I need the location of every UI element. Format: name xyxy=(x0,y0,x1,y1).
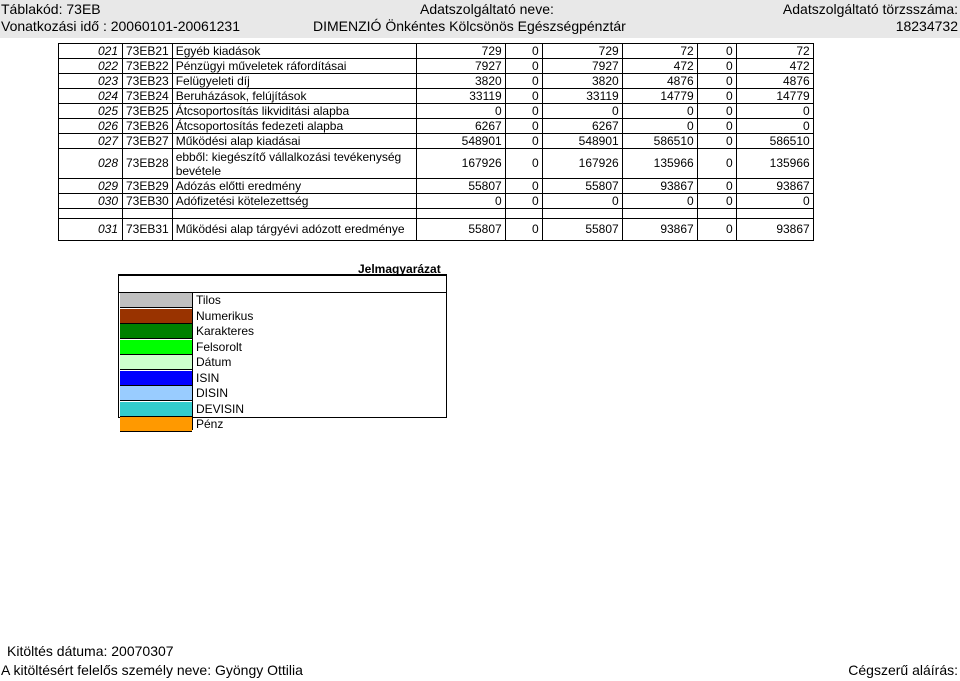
table-row xyxy=(59,104,814,119)
legend-label: Felsorolt xyxy=(196,339,243,354)
row-value: 0 xyxy=(505,149,542,179)
legend-item xyxy=(119,355,446,370)
row-label: Egyéb kiadások xyxy=(172,44,416,59)
row-code: 73EB30 xyxy=(123,194,173,209)
row-code: 73EB31 xyxy=(123,219,173,241)
row-label: Működési alap tárgyévi adózott eredménye xyxy=(172,219,416,241)
row-value: 0 xyxy=(697,104,736,119)
table-row xyxy=(59,44,814,59)
legend-item xyxy=(119,293,446,308)
report-header xyxy=(0,0,960,38)
legend-item xyxy=(119,386,446,401)
row-code: 73EB28 xyxy=(123,149,173,179)
row-label: Átcsoportosítás fedezeti alapba xyxy=(172,119,416,134)
row-value: 0 xyxy=(697,179,736,194)
table-row xyxy=(59,119,814,134)
row-value: 4876 xyxy=(622,74,697,89)
row-value: 135966 xyxy=(622,149,697,179)
row-value: 0 xyxy=(697,44,736,59)
row-value: 0 xyxy=(416,194,505,209)
row-value: 55807 xyxy=(416,179,505,194)
provider-name-label: Adatszolgáltató neve: xyxy=(420,1,554,17)
row-value: 0 xyxy=(505,59,542,74)
row-value: 0 xyxy=(505,74,542,89)
row-value: 55807 xyxy=(542,179,622,194)
legend-label: Karakteres xyxy=(196,324,255,338)
legend-swatch xyxy=(120,309,192,324)
row-value: 0 xyxy=(542,194,622,209)
row-code: 73EB27 xyxy=(123,134,173,149)
legend-swatch xyxy=(120,340,192,355)
row-value: 3820 xyxy=(416,74,505,89)
row-value: 0 xyxy=(622,104,697,119)
table-row xyxy=(59,194,814,209)
row-value: 4876 xyxy=(736,74,813,89)
legend-swatch xyxy=(120,293,192,308)
row-value: 0 xyxy=(736,104,813,119)
provider-name: DIMENZIÓ Önkéntes Kölcsönös Egészségpénztár xyxy=(313,18,626,34)
row-value: 135966 xyxy=(736,149,813,179)
legend xyxy=(118,262,447,431)
row-code: 73EB23 xyxy=(123,74,173,89)
provider-id: 18234732 xyxy=(895,18,958,34)
row-value: 14779 xyxy=(736,89,813,104)
row-value: 0 xyxy=(622,194,697,209)
row-value: 729 xyxy=(416,44,505,59)
row-value: 0 xyxy=(505,194,542,209)
row-value: 472 xyxy=(736,59,813,74)
table-row xyxy=(59,74,814,89)
row-value: 586510 xyxy=(622,134,697,149)
row-value: 33119 xyxy=(416,89,505,104)
table-row xyxy=(59,149,814,179)
row-code: 73EB26 xyxy=(123,119,173,134)
row-value: 0 xyxy=(697,59,736,74)
row-value: 55807 xyxy=(542,219,622,241)
row-value: 0 xyxy=(697,74,736,89)
table-row xyxy=(59,219,814,241)
row-label: Működési alap kiadásai xyxy=(172,134,416,149)
row-value: 55807 xyxy=(416,219,505,241)
row-value: 7927 xyxy=(542,59,622,74)
row-value: 72 xyxy=(736,44,813,59)
provider-id-label: Adatszolgáltató törzsszáma: xyxy=(782,1,958,17)
row-number: 028 xyxy=(59,149,123,179)
legend-label: Dátum xyxy=(196,355,232,369)
legend-label: DISIN xyxy=(196,386,229,400)
row-number: 031 xyxy=(59,219,123,241)
row-value: 729 xyxy=(542,44,622,59)
row-label: Adófizetési kötelezettség xyxy=(172,194,416,209)
row-number: 026 xyxy=(59,119,123,134)
row-code: 73EB25 xyxy=(123,104,173,119)
table-row xyxy=(59,134,814,149)
row-value: 167926 xyxy=(542,149,622,179)
row-value: 0 xyxy=(697,119,736,134)
responsible-person: A kitöltésért felelős személy neve: Gyöngy Ottilia xyxy=(1,662,303,678)
row-value: 0 xyxy=(416,104,505,119)
row-value: 548901 xyxy=(416,134,505,149)
row-value: 0 xyxy=(697,89,736,104)
legend-swatch xyxy=(120,371,192,386)
legend-swatch xyxy=(120,355,192,370)
data-table xyxy=(58,43,814,241)
legend-box xyxy=(118,274,447,431)
row-value: 167926 xyxy=(416,149,505,179)
legend-label: ISIN xyxy=(196,370,220,385)
legend-swatch xyxy=(120,417,192,432)
row-code: 73EB21 xyxy=(123,44,173,59)
row-value: 586510 xyxy=(736,134,813,149)
row-value: 6267 xyxy=(416,119,505,134)
legend-title: Jelmagyarázat xyxy=(358,262,441,276)
row-number: 022 xyxy=(59,59,123,74)
legend-item xyxy=(119,340,446,355)
row-value: 93867 xyxy=(622,179,697,194)
row-value: 14779 xyxy=(622,89,697,104)
row-value: 0 xyxy=(505,179,542,194)
legend-label: Pénz xyxy=(196,417,224,431)
table-code: Táblakód: 73EB xyxy=(1,1,101,17)
row-value: 0 xyxy=(542,104,622,119)
row-value: 0 xyxy=(697,134,736,149)
row-value: 548901 xyxy=(542,134,622,149)
row-value: 3820 xyxy=(542,74,622,89)
legend-label: Numerikus xyxy=(196,308,254,323)
row-value: 72 xyxy=(622,44,697,59)
row-value: 0 xyxy=(505,89,542,104)
legend-swatch xyxy=(120,402,192,417)
row-code: 73EB29 xyxy=(123,179,173,194)
legend-item xyxy=(119,309,446,324)
table-row xyxy=(59,89,814,104)
row-label: ebből: kiegészítő vállalkozási tevékenység bevétele xyxy=(172,149,416,179)
row-value: 7927 xyxy=(416,59,505,74)
row-label: Adózás előtti eredmény xyxy=(172,179,416,194)
table-row xyxy=(59,179,814,194)
row-label: Pénzügyi műveletek ráfordításai xyxy=(172,59,416,74)
row-value: 0 xyxy=(505,134,542,149)
row-number: 024 xyxy=(59,89,123,104)
row-number: 025 xyxy=(59,104,123,119)
row-number: 021 xyxy=(59,44,123,59)
legend-swatch xyxy=(120,386,192,401)
legend-title-separator xyxy=(119,292,446,293)
legend-label: Tilos xyxy=(196,293,221,307)
row-code: 73EB22 xyxy=(123,59,173,74)
legend-item xyxy=(119,402,446,417)
row-value: 0 xyxy=(697,149,736,179)
row-code: 73EB24 xyxy=(123,89,173,104)
reference-period: Vonatkozási idő : 20060101-20061231 xyxy=(1,18,240,34)
row-number: 030 xyxy=(59,194,123,209)
row-value: 0 xyxy=(622,119,697,134)
row-value: 6267 xyxy=(542,119,622,134)
row-label: Felügyeleti díj xyxy=(172,74,416,89)
row-label: Beruházások, felújítások xyxy=(172,89,416,104)
legend-item xyxy=(119,417,446,432)
row-value: 0 xyxy=(505,104,542,119)
row-value: 0 xyxy=(697,194,736,209)
row-value: 0 xyxy=(736,194,813,209)
row-value: 0 xyxy=(697,219,736,241)
row-number: 023 xyxy=(59,74,123,89)
row-value: 93867 xyxy=(736,179,813,194)
row-value: 93867 xyxy=(736,219,813,241)
legend-item xyxy=(119,324,446,339)
row-value: 0 xyxy=(505,119,542,134)
row-label: Átcsoportosítás likviditási alapba xyxy=(172,104,416,119)
row-value: 0 xyxy=(505,219,542,241)
row-gap xyxy=(59,209,814,219)
legend-swatch xyxy=(120,324,192,339)
legend-item xyxy=(119,371,446,386)
legend-label: DEVISIN xyxy=(196,401,245,416)
row-value: 472 xyxy=(622,59,697,74)
row-value: 0 xyxy=(736,119,813,134)
row-number: 029 xyxy=(59,179,123,194)
row-number: 027 xyxy=(59,134,123,149)
table-row xyxy=(59,59,814,74)
fill-date: Kitöltés dátuma: 20070307 xyxy=(7,643,174,659)
row-value: 33119 xyxy=(542,89,622,104)
row-value: 0 xyxy=(505,44,542,59)
row-value: 93867 xyxy=(622,219,697,241)
signature-label: Cégszerű aláírás: xyxy=(848,662,958,678)
